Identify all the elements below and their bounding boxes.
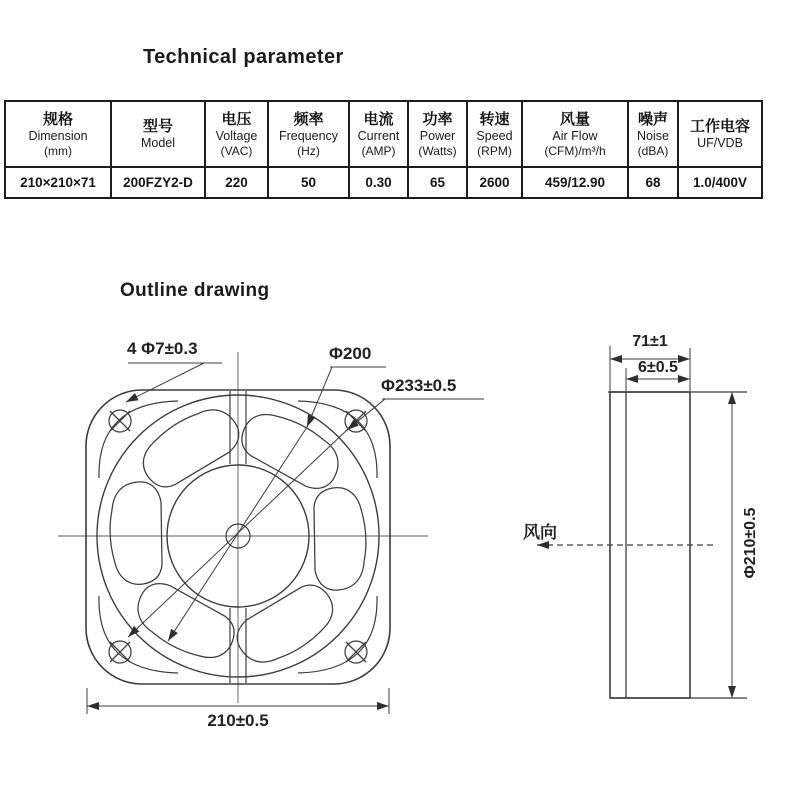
header-airflow: 风量 Air Flow (CFM)/m³/h <box>522 101 628 167</box>
mounting-hole-icon <box>109 410 131 432</box>
dim-label-depth: 71±1 <box>632 333 668 350</box>
cell-dimension: 210×210×71 <box>5 167 111 198</box>
cell-airflow: 459/12.90 <box>522 167 628 198</box>
cell-voltage: 220 <box>205 167 268 198</box>
cell-capacitor: 1.0/400V <box>678 167 762 198</box>
cell-frequency: 50 <box>268 167 349 198</box>
cell-speed: 2600 <box>467 167 522 198</box>
fan-side-view <box>537 346 747 698</box>
airflow-direction-label: 风向 <box>523 523 557 542</box>
technical-parameter-table <box>4 100 763 199</box>
dim-label-impeller-diameter: Φ210±0.5 <box>742 507 759 579</box>
technical-parameter-title: Technical parameter <box>143 46 344 68</box>
mounting-hole-icon <box>345 641 367 663</box>
header-dimension: 规格 Dimension (mm) <box>5 101 111 167</box>
dim-label-holes: 4 Φ7±0.3 <box>127 339 198 358</box>
dim-label-flange: 6±0.5 <box>638 359 678 376</box>
cell-current: 0.30 <box>349 167 408 198</box>
table-header-row <box>5 101 762 167</box>
header-frequency: 频率 Frequency (Hz) <box>268 101 349 167</box>
header-capacitor: 工作电容 UF/VDB <box>678 101 762 167</box>
mounting-hole-icon <box>109 641 131 663</box>
header-model: 型号 Model <box>111 101 205 167</box>
outline-drawing-title: Outline drawing <box>120 280 270 301</box>
header-speed: 转速 Speed (RPM) <box>467 101 522 167</box>
header-power: 功率 Power (Watts) <box>408 101 467 167</box>
header-current: 电流 Current (AMP) <box>349 101 408 167</box>
dim-label-frame-width: 210±0.5 <box>207 711 269 730</box>
fan-front-view <box>58 352 484 714</box>
dim-label-outer-diameter: Φ233±0.5 <box>381 376 457 395</box>
table-data-row <box>5 167 762 198</box>
header-voltage: 电压 Voltage (VAC) <box>205 101 268 167</box>
dim-line-blade-diameter <box>168 367 386 641</box>
cell-power: 65 <box>408 167 467 198</box>
dim-label-blade-diameter: Φ200 <box>329 344 372 363</box>
header-noise: 噪声 Noise (dBA) <box>628 101 678 167</box>
cell-model: 200FZY2-D <box>111 167 205 198</box>
dim-leader-holes <box>126 363 222 402</box>
cell-noise: 68 <box>628 167 678 198</box>
